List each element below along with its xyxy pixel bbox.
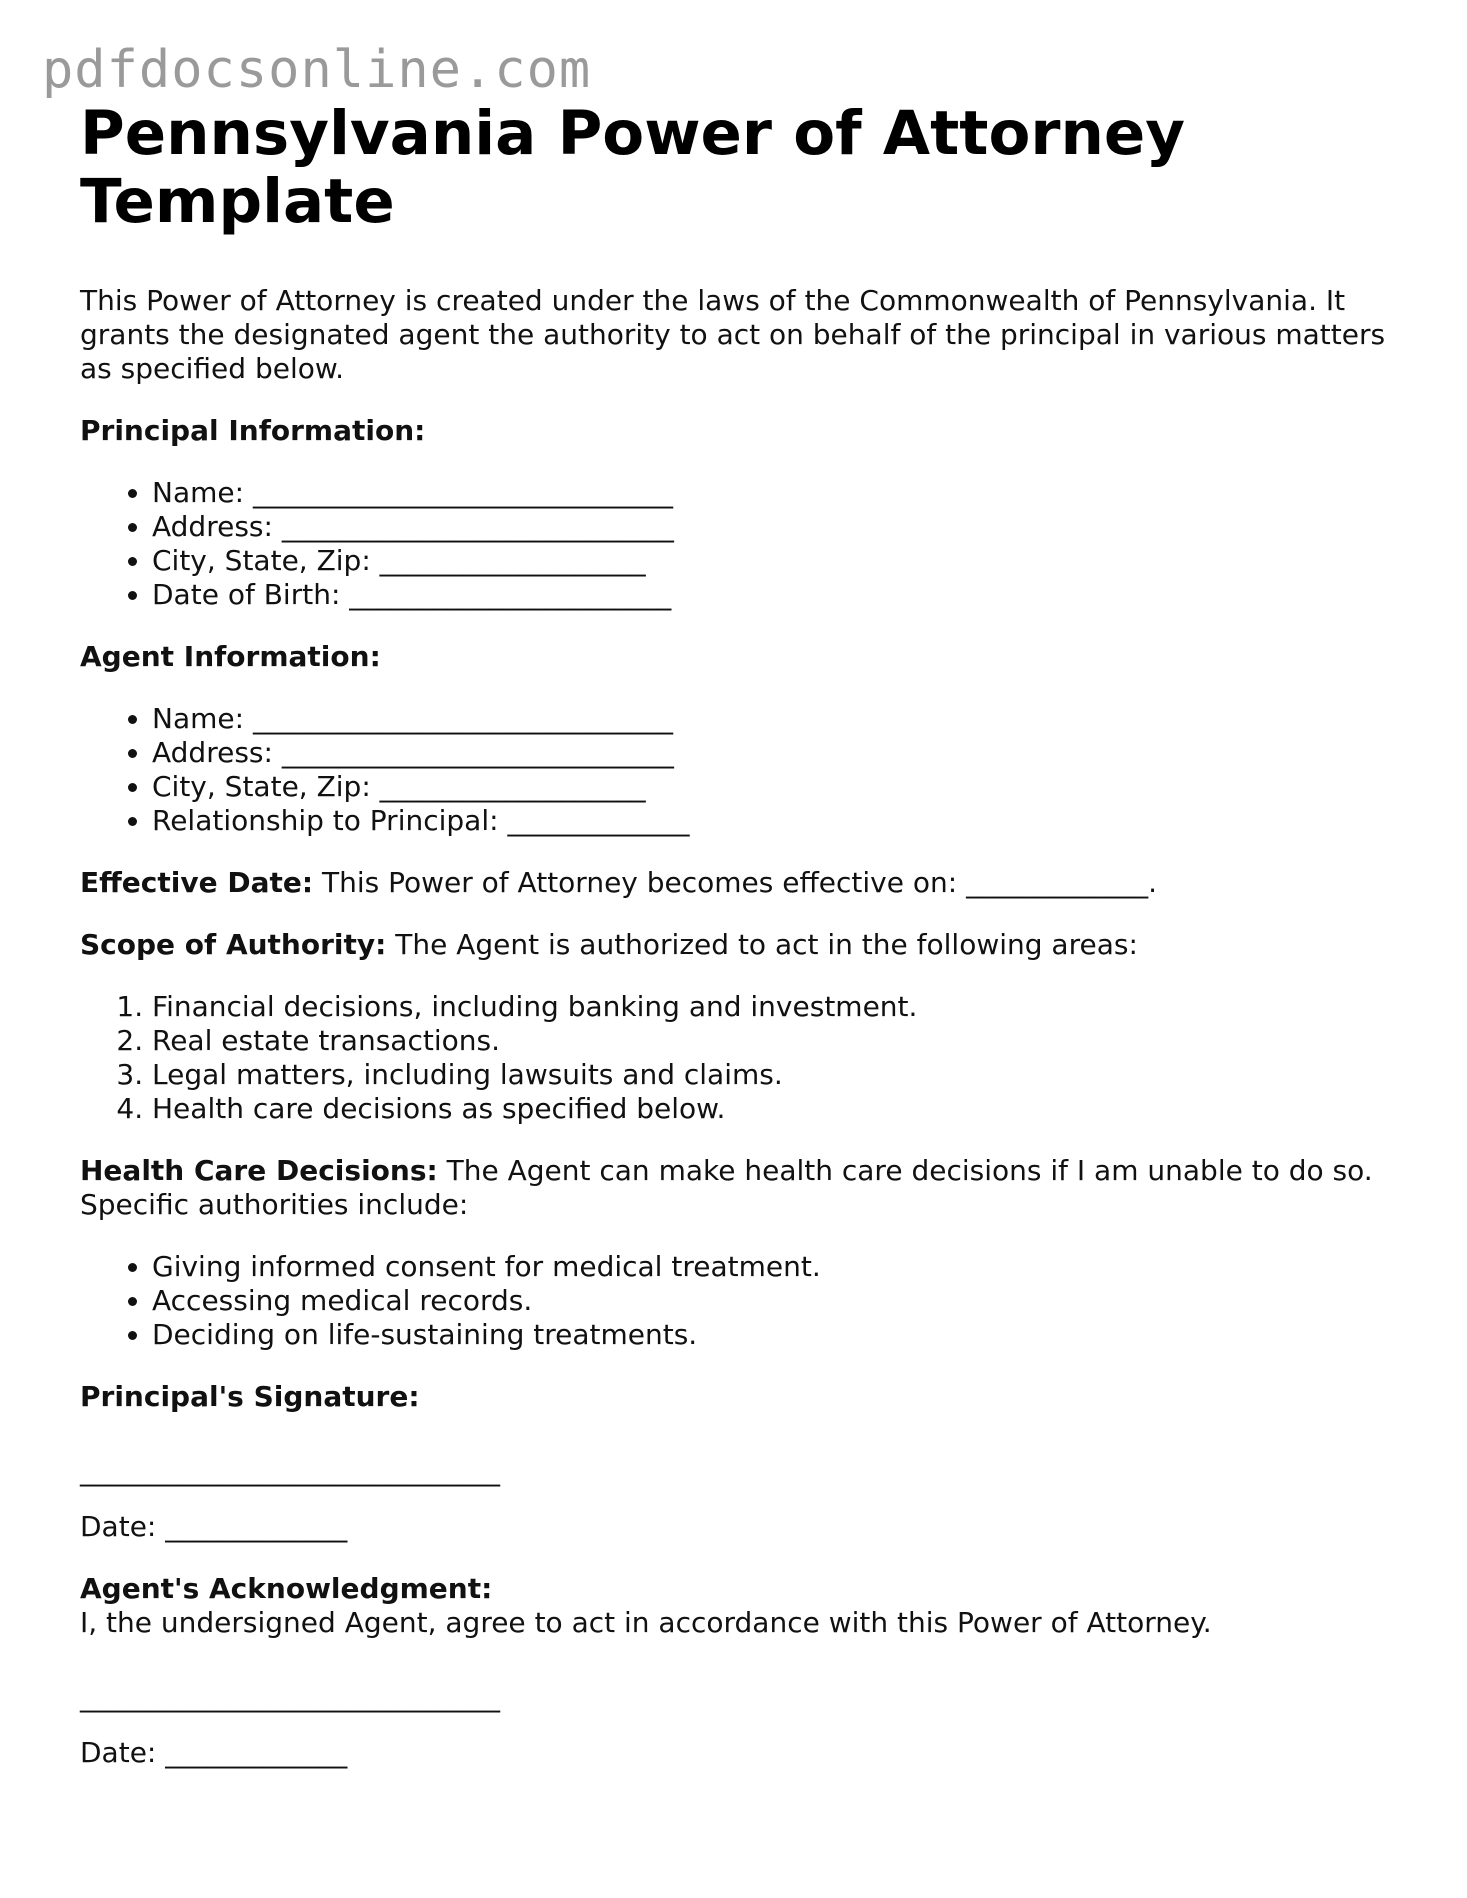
field-label: Date of Birth: — [152, 578, 341, 611]
principal-info-list — [80, 476, 1400, 612]
principal-signature-heading: Principal's Signature: — [80, 1380, 420, 1413]
field-label: Name: — [152, 476, 245, 509]
blank-line: _____________ — [507, 804, 690, 837]
agent-info-list — [80, 702, 1400, 838]
scope-paragraph — [80, 928, 1400, 962]
effective-date-text: This Power of Attorney becomes effective on: _____________. — [321, 866, 1157, 899]
list-item: • Accessing medical records. — [152, 1284, 1400, 1318]
health-care-text: The Agent can make health care decisions if I am unable to do so. Specific authorities include: — [80, 1154, 1373, 1221]
date-blank: _____________ — [165, 1510, 348, 1543]
field-label: Relationship to Principal: — [152, 804, 499, 837]
list-item: • Deciding on life-sustaining treatments. — [152, 1318, 1400, 1352]
health-care-heading: Health Care Decisions: — [80, 1154, 438, 1187]
list-item: 3. Legal matters, including lawsuits and claims. — [152, 1058, 1400, 1092]
blank-line: ______________________________ — [252, 476, 673, 509]
date-label: Date: — [80, 1510, 157, 1543]
blank-line: ___________________ — [379, 544, 646, 577]
effective-date-paragraph — [80, 866, 1400, 900]
scope-heading: Scope of Authority: — [80, 928, 387, 961]
field-label: Address: — [152, 736, 273, 769]
list-item — [152, 578, 1400, 612]
agent-signature-line: ______________________________ — [80, 1680, 500, 1713]
date-blank: _____________ — [165, 1736, 348, 1769]
document-body — [80, 100, 1400, 1798]
health-care-list — [80, 1250, 1400, 1352]
list-item — [152, 476, 1400, 510]
field-label: Address: — [152, 510, 273, 543]
list-item: 2. Real estate transactions. — [152, 1024, 1400, 1058]
agent-ack-text: I, the undersigned Agent, agree to act in accordance with this Power of Attorney. — [80, 1606, 1212, 1639]
list-item — [152, 736, 1400, 770]
scope-list — [80, 990, 1400, 1126]
agent-info-heading: Agent Information: — [80, 640, 381, 673]
field-label: Name: — [152, 702, 245, 735]
principal-date-line — [80, 1510, 1400, 1544]
list-item: • Giving informed consent for medical treatment. — [152, 1250, 1400, 1284]
list-item — [152, 510, 1400, 544]
blank-line: _______________________ — [349, 578, 672, 611]
blank-line: ___________________ — [379, 770, 646, 803]
list-item — [152, 544, 1400, 578]
principal-signature-line: ______________________________ — [80, 1454, 500, 1487]
agent-ack-heading: Agent's Acknowledgment: — [80, 1572, 493, 1605]
list-item: 1. Financial decisions, including banking and investment. — [152, 990, 1400, 1024]
list-item: 4. Health care decisions as specified below. — [152, 1092, 1400, 1126]
blank-line: ______________________________ — [252, 702, 673, 735]
health-care-paragraph — [80, 1154, 1400, 1222]
principal-info-heading: Principal Information: — [80, 414, 426, 447]
field-label: City, State, Zip: — [152, 770, 371, 803]
list-item — [152, 770, 1400, 804]
scope-text: The Agent is authorized to act in the following areas: — [395, 928, 1138, 961]
effective-date-heading: Effective Date: — [80, 866, 314, 899]
agent-date-line — [80, 1736, 1400, 1770]
intro-paragraph: This Power of Attorney is created under the laws of the Commonwealth of Pennsylvania. It grants the designated agent the authority to act on behalf of the principal in various matters as specified below. — [80, 284, 1386, 385]
blank-line: ____________________________ — [281, 736, 674, 769]
document-title: Pennsylvania Power of Attorney Template — [80, 98, 1185, 237]
watermark-text: pdfdocsonline.com — [42, 40, 592, 100]
blank-line: ____________________________ — [281, 510, 674, 543]
date-label: Date: — [80, 1736, 157, 1769]
list-item — [152, 702, 1400, 736]
field-label: City, State, Zip: — [152, 544, 371, 577]
list-item — [152, 804, 1400, 838]
